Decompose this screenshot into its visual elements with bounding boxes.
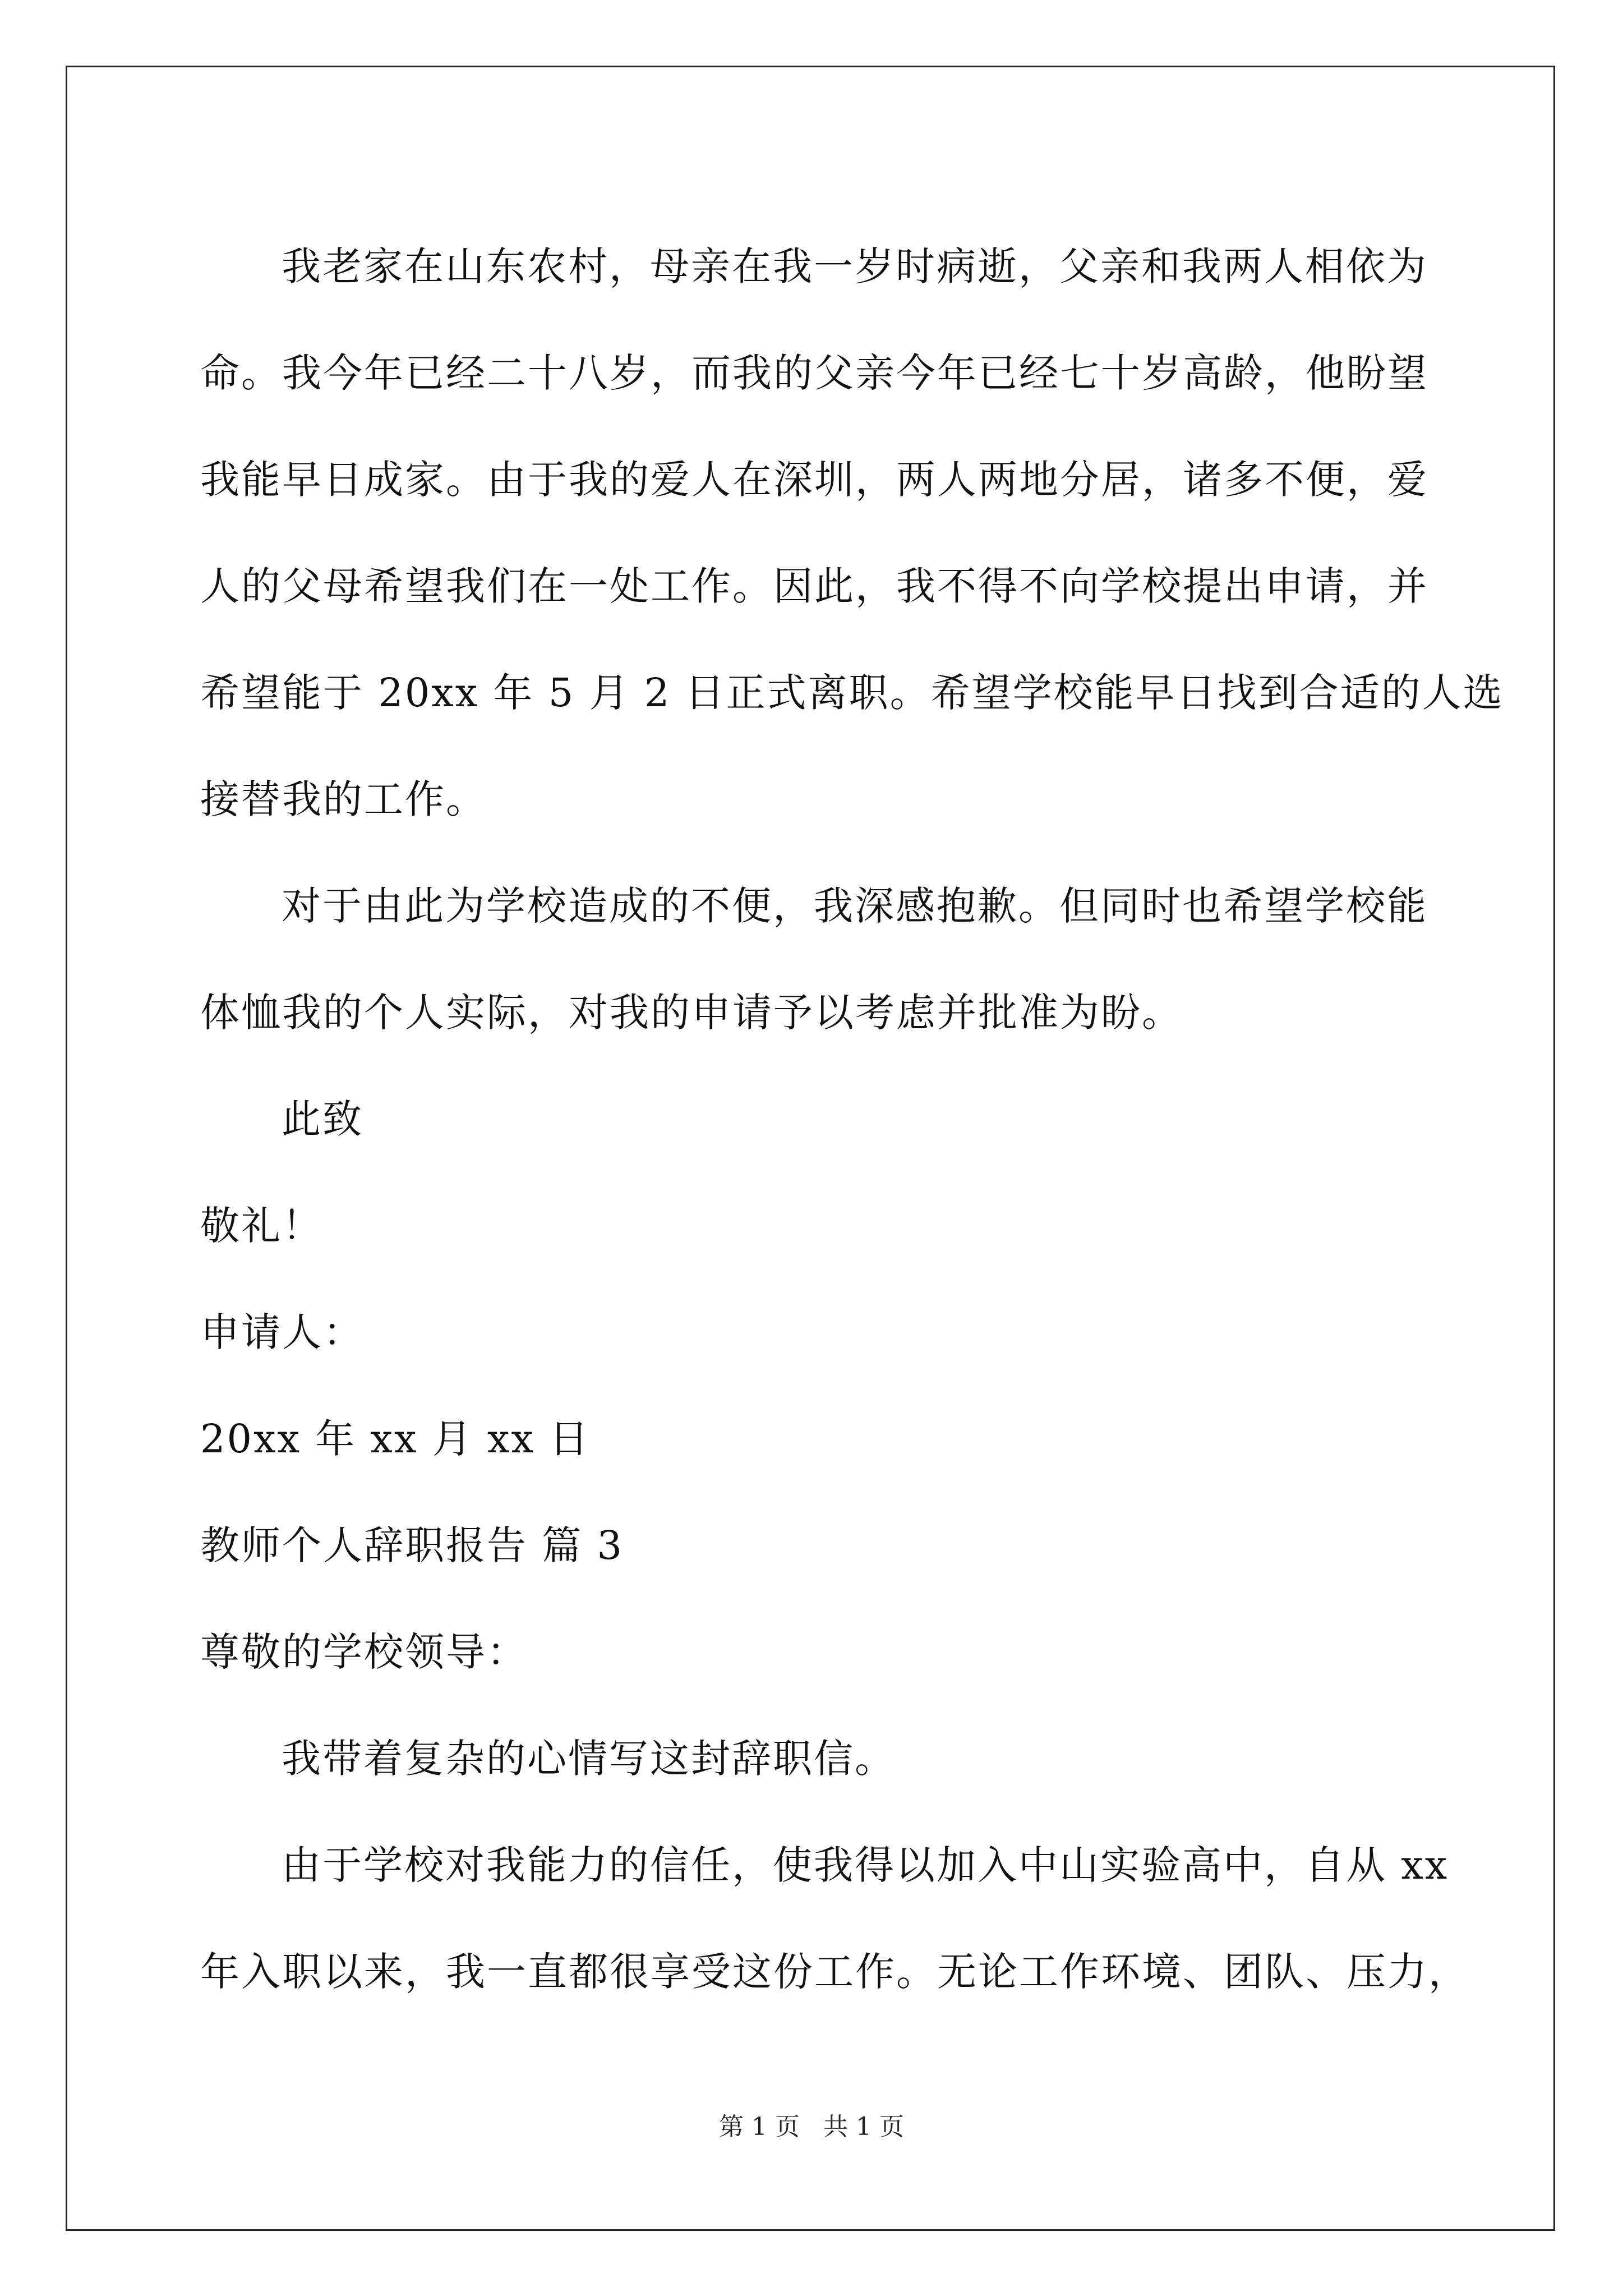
salutation-closing: 敬礼！ [200, 1203, 323, 1249]
paragraph-line: 我老家在山东农村，母亲在我一岁时病逝，父亲和我两人相依为 [282, 243, 1428, 289]
date-line: 20xx 年 xx 月 xx 日 [200, 1416, 591, 1462]
paragraph-line: 年入职以来，我一直都很享受这份工作。无论工作环境、团队、压力， [200, 1949, 1469, 1995]
paragraph-line: 对于由此为学校造成的不便，我深感抱歉。但同时也希望学校能 [282, 883, 1428, 929]
salutation: 尊敬的学校领导： [200, 1629, 528, 1675]
paragraph-line: 我带着复杂的心情写这封辞职信。 [282, 1736, 896, 1782]
paragraph-line: 我能早日成家。由于我的爱人在深圳，两人两地分居，诸多不便，爱 [200, 457, 1428, 503]
paragraph-line: 体恤我的个人实际，对我的申请予以考虑并批准为盼。 [200, 990, 1183, 1036]
paragraph-line: 由于学校对我能力的信任，使我得以加入中山实验高中，自从 xx [282, 1842, 1449, 1888]
paragraph-line: 接替我的工作。 [200, 776, 487, 822]
applicant-label: 申请人： [200, 1309, 364, 1355]
paragraph-line: 希望能于 20xx 年 5 月 2 日正式离职。希望学校能早日找到合适的人选 [200, 670, 1504, 716]
paragraph-line: 命。我今年已经二十八岁，而我的父亲今年已经七十岁高龄，他盼望 [200, 350, 1428, 396]
paragraph-line: 人的父母希望我们在一处工作。因此，我不得不向学校提出申请，并 [200, 563, 1428, 609]
closing-phrase: 此致 [282, 1096, 363, 1142]
page-number-footer: 第 1 页 共 1 页 [719, 2113, 904, 2141]
document-body [200, 213, 1504, 2025]
section-title: 教师个人辞职报告 篇 3 [200, 1522, 624, 1568]
